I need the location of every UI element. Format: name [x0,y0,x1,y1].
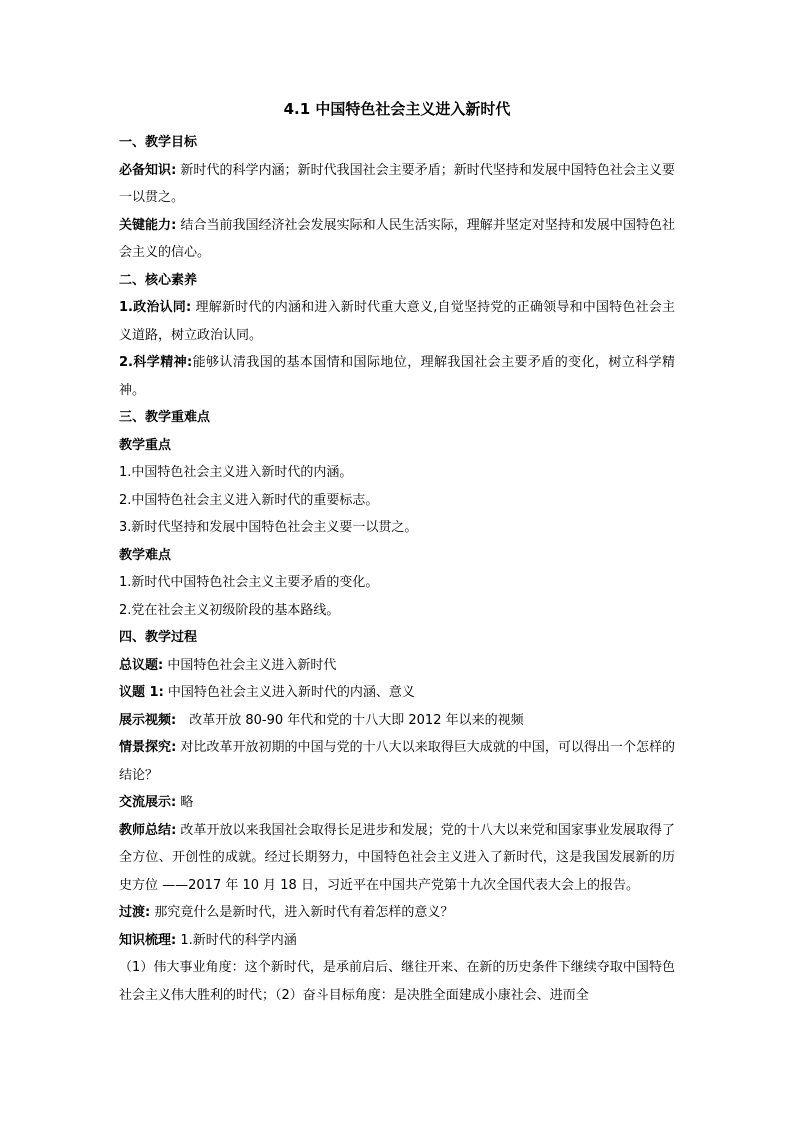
label-knowledge: 必备知识: [119,162,177,178]
paragraph-main-topic [119,652,675,680]
page-title: 4.1 中国特色社会主义进入新时代 [283,100,511,118]
label-political: 1.政治认同: [119,300,192,315]
section-heading-literacy: 二、核心素养 [119,272,198,288]
text-knowledge: 新时代的科学内涵；新时代我国社会主要矛盾；新时代坚持和发展中国特色社会主义要一以贯之。 [119,162,675,205]
text-science: 能够认清我国的基本国情和国际地位，理解我国社会主要矛盾的变化，树立科学精神。 [119,355,675,398]
list-item: 2.党在社会主义初级阶段的基本路线。 [119,602,340,618]
label-summary: 教师总结: [119,822,177,838]
label-knowledge-sort: 知识梳理: [119,932,177,948]
text-explore: 对比改革开放初期的中国与党的十八大以来取得巨大成就的中国，可以得出一个怎样的结论？ [119,740,675,783]
paragraph-explore [119,734,675,789]
subheading-key-points: 教学重点 [119,437,172,453]
paragraph-video [119,707,675,735]
text-issue-1: 中国特色社会主义进入新时代的内涵、意义 [163,685,415,700]
label-share: 交流展示: [119,795,177,810]
document-page [119,96,675,1009]
section-heading-key-difficult: 三、教学重难点 [119,410,211,425]
label-main-topic: 总议题: [119,657,164,673]
paragraph-knowledge-sort [119,927,675,955]
paragraph-science [119,349,675,404]
text-video: 改革开放 80-90 年代和党的十八大即 2012 年以来的视频 [176,712,524,728]
paragraph-transition [119,899,675,927]
list-item: 3.新时代坚持和发展中国特色社会主义要一以贯之。 [119,520,418,535]
label-issue-1: 议题 1: [119,685,164,700]
paragraph-political [119,294,675,349]
paragraph-ability [119,212,675,267]
subheading-difficult-points: 教学难点 [119,547,172,563]
text-ability: 结合当前我国经济社会发展实际和人民生活实际，理解并坚定对坚持和发展中国特色社会主义的信心。 [119,217,675,260]
paragraph-share [119,789,675,817]
list-item: 1.中国特色社会主义进入新时代的内涵。 [119,465,353,480]
text-knowledge-sort: 1.新时代的科学内涵 [176,932,297,948]
list-item: 1.新时代中国特色社会主义主要矛盾的变化。 [119,575,379,590]
text-transition: 那究竟什么是新时代，进入新时代有着怎样的意义？ [150,905,454,920]
label-transition: 过渡: [119,905,151,920]
paragraph-knowledge [119,157,675,212]
text-main-topic: 中国特色社会主义进入新时代 [163,657,337,673]
section-heading-process: 四、教学过程 [119,630,198,645]
label-science: 2.科学精神: [119,355,193,370]
section-heading-objectives: 一、教学目标 [119,135,198,150]
list-item: 2.中国特色社会主义进入新时代的重要标志。 [119,492,379,508]
text-political: 理解新时代的内涵和进入新时代重大意义,自觉坚持党的正确领导和中国特色社会主义道路，树立政治认同。 [119,300,675,343]
text-summary: 改革开放以来我国社会取得长足进步和发展；党的十八大以来党和国家事业发展取得了全方位、开创性的成就。经过长期努力，中国特色社会主义进入了新时代，这是我国发展新的历史方位 ——2017 年 10 月 18 日，习近平在中国共产党第十九次全国代表大会上的报告。 [119,822,675,893]
paragraph-detail: （1）伟大事业角度：这个新时代，是承前启后、继往开来、在新的历史条件下继续夺取中国特色社会主义伟大胜利的时代；（2）奋斗目标角度：是决胜全面建成小康社会、进而全 [119,960,675,1003]
label-video: 展示视频: [119,712,177,728]
paragraph-summary [119,817,675,900]
label-ability: 关键能力: [119,217,177,233]
paragraph-issue-1 [119,679,675,707]
label-explore: 情景探究: [119,740,177,755]
text-share: 略 [176,795,194,810]
